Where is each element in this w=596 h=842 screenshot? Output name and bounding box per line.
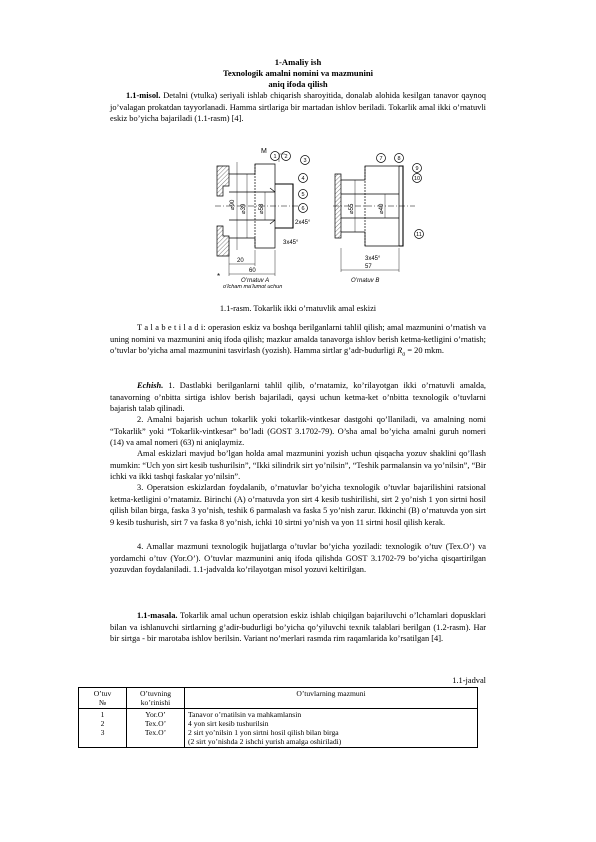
task-paragraph — [110, 610, 486, 645]
callout-9: 9 — [415, 166, 419, 172]
dim-left-3: 2x45° — [295, 220, 311, 226]
setup-a-labels — [217, 148, 311, 290]
callout-10: 10 — [413, 176, 421, 182]
ra-value: = 20 mkm. — [407, 346, 444, 356]
example-text: Detalni (vtulka) seriyali ishlab chiqarish sharoyitida, donalab alohida kesilgan tanavor qaynoq jo’valagan prokatdan tayyorlanadi. Hamma sirtlariga bir martadan ishlov beriladi. Tokarlik amal ikki o’rnatuvli eskiz bo’yicha bajariladi (1.1-rasm) [4]. — [110, 91, 486, 124]
callout-5: 5 — [301, 192, 305, 198]
solution-label: Echish. — [137, 381, 164, 390]
example-label: 1.1-misol. — [126, 91, 161, 100]
header-step-content: O’tuvlarning mazmuni — [185, 688, 478, 709]
task-label: 1.1-masala. — [137, 611, 178, 620]
figure-caption: 1.1-rasm. Tokarlik ikki o’rnatuvlik amal eskizi — [219, 304, 377, 313]
callout-8: 8 — [397, 156, 401, 162]
operation-sketch — [215, 144, 445, 292]
dim-left-4: 3x45° — [283, 240, 299, 246]
callout-7: 7 — [379, 156, 383, 162]
ra-symbol: R — [397, 346, 403, 356]
setup-a-label: O’rnatuv A — [241, 278, 270, 284]
requirement-text: operasion eskiz va boshqa berilganlarni tahlil qilish; amal mazmunini o’rnatish va uning nomini va mazmunini aniq ifoda qilish; mazkur amalda tanavorga ishlov berish ketma-ketligini o’rnatish; o’tuvlar bo’yicha amal mazmunini tasvirlash (yozish). Hamma sirtlar g’adr-budurligi — [110, 323, 486, 356]
solution-paragraph-2: 2. Amalni bajarish uchun tokarlik yoki tokarlik-vintkesar dastgohi qo’llaniladi, va amalning nomi “Tokarlik” yoki “Tokarlik-vintkesar” bo’ladi (GOST 3.1702-79). O’sha amal bo’yicha amalni guruh nomeri (14) va amal nomeri (63) ni aniqlaymiz. — [110, 415, 486, 448]
setup-b-label: O’rnatuv B — [351, 278, 380, 284]
ra-subscript: a — [402, 351, 406, 358]
callout-6: 6 — [301, 206, 305, 212]
setup-a-drawing — [215, 154, 299, 276]
dim-left-0: ⌀90 — [230, 199, 236, 210]
table-row — [79, 709, 478, 748]
callout-4: 4 — [301, 176, 305, 182]
title-line-3: aniq ifoda qilish — [268, 79, 328, 89]
solution-p1: 1. Dastlabki berilganlarni tahlil qilib, o’rnatamiz, ko’rilayotgan ikki o’rnatuvli amalda, tanavorning o’nbitta sirtiga ishlov berish bajariladi, qaysi uchun ketma-ket o’nbitta texnologik o’tuvlarni bajarish talab qilinadi. — [110, 381, 487, 414]
header-step-kind: O’tuvning ko’rinishi — [127, 688, 185, 709]
title-line-1: 1-Amaliy ish — [274, 57, 322, 67]
callout-11: 11 — [416, 232, 422, 238]
task-text: Tokarlik amal uchun operatsion eskiz ishlab chiqilgan bajariluvchi o’lchamlari dopusklari bilan va ishlanuvchi sirtlarning g’adir-budurligi bo’yicha qo’yiluvchi texnik talablari berilgan (1.2-rasm). Har bir sirtga - bir marotaba ishlov berilsin. Variant no’merlari rasmda rim raqamlarida ko’rsatilgan [4]. — [110, 611, 486, 644]
figure-note: o’lcham ma’lumot uchun — [223, 284, 283, 290]
title-line-2: Texnologik amalni nomini va mazmunini — [222, 68, 374, 78]
table-label: 1.1-jadval — [452, 676, 486, 685]
dim-left-6: 60 — [249, 268, 256, 274]
note-star: * — [217, 272, 221, 281]
solution-paragraph-3: Amal eskizlari mavjud bo’lgan holda amal mazmunini yozish uchun qisqacha yozuv shaklini qo’llash mumkin: “Uch yon sirt kesib tushurilsin”, “Ikki silindrik sirt yo’nilsin”, “Teshik parmalansin va yo’nilsin”, “Bir ichki va ikki tashqi faskalar yo’nilsin”. — [110, 449, 486, 482]
step-kinds: Yor.O’ Tex.O’ Tex.O’ — [127, 709, 185, 748]
solution-paragraph-5: 4. Amallar mazmuni texnologik hujjatlarga o’tuvlar bo’yicha yoziladi: texnologik o’tuv (Tex.O’) va yordamchi o’tuv (Yor.O’). O’tuvlar mazmunini aniq ifoda qilishda GOST 3.1702-79 bo’yicha qisqartirilgan yozuvdan foydalaniladi. 1.1-jadvalda ko’rilayotgan misol yozuvi keltirilgan. — [110, 542, 486, 575]
dim-left-5: 20 — [237, 258, 244, 264]
roughness-mark: M — [261, 148, 267, 155]
header-step-number: O’tuv № — [79, 688, 127, 709]
dim-right-1: ⌀40 — [379, 203, 385, 214]
dim-left-1: ⌀39 — [241, 203, 247, 214]
requirement-label: T a l a b e t i l a d i: — [137, 323, 206, 332]
solution-paragraph-1 — [110, 380, 486, 415]
dim-right-2: 3x45° — [365, 256, 381, 262]
requirement-paragraph — [110, 322, 486, 361]
callouts-left — [271, 152, 310, 213]
dim-left-2: ⌀58 — [259, 203, 265, 214]
setup-b-labels — [349, 203, 385, 284]
callout-3: 3 — [303, 158, 307, 164]
dim-right-3: 57 — [365, 264, 372, 270]
callout-1: 1 — [273, 154, 277, 160]
operations-table — [78, 687, 478, 748]
step-numbers: 1 2 3 — [79, 709, 127, 748]
table-header-row — [79, 688, 478, 709]
solution-paragraph-4: 3. Operatsion eskizlardan foydalanib, o’rnatuvlar bo’yicha texnologik o’tuvlar bajarilishini ratsional ketma-ketligini o’rnatamiz. Birinchi (A) o’rnatuvda yon sirt 4 kesib tushirilishi, sirt 2 yo’nish 1 yon sirtni hosil qilish bilan birga, faska 3 yo’nish, teshik 6 parmalash va faska 5 yo’nish zarur. Ikkinchi (B) o’rnatuvda yon sirt 9 kesib tushurish, sirt 7 va faska 8 yo’nish, ichki 10 sirtni yo’nish va yon 11 sirtni hosil qilish kerak. — [110, 483, 486, 527]
dim-right-0: ⌀55 — [349, 203, 355, 214]
step-contents: Tanavor o’rnatilsin va mahkamlansin 4 yon sirt kesib tushurilsin 2 sirt yo’nilsin 1 yon sirtni hosil qilish bilan birga (2 sirt yo’nishda 2 ishchi yurish amalga oshiriladi) — [185, 709, 478, 748]
callout-2: 2 — [284, 154, 288, 160]
example-paragraph — [110, 90, 486, 125]
